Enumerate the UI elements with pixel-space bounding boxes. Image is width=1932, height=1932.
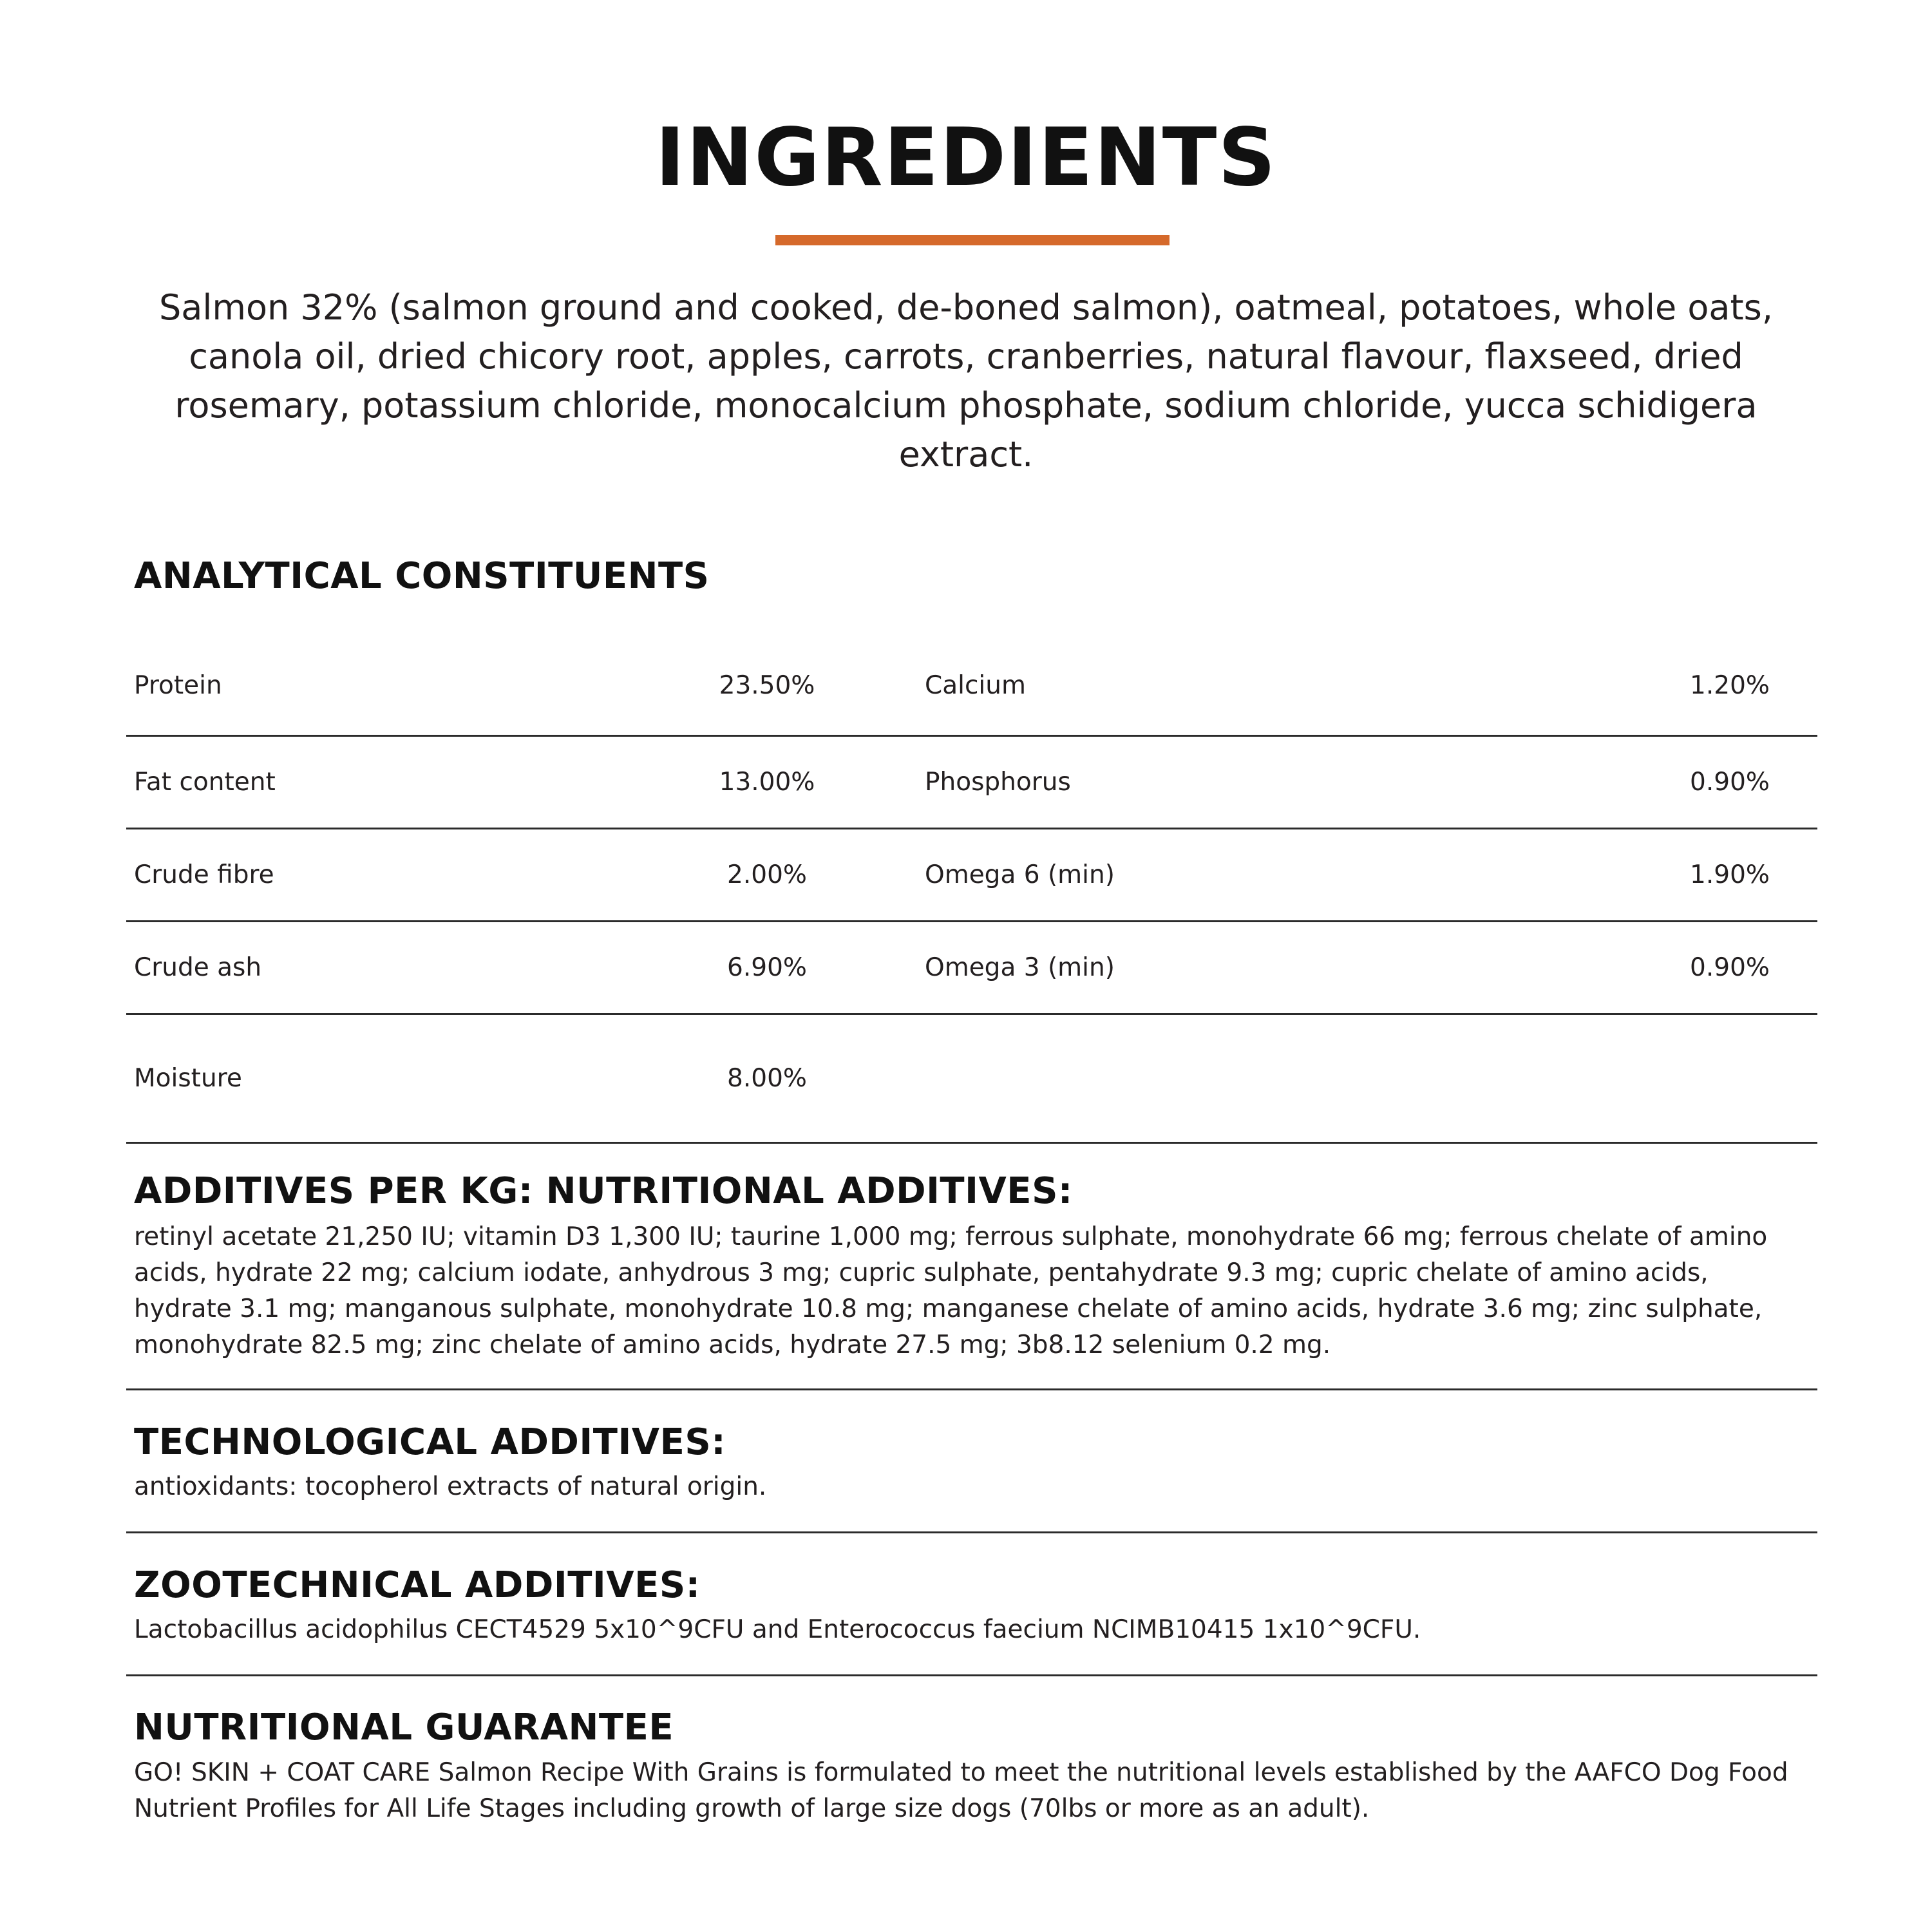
title-accent-rule [775, 235, 1170, 245]
constituent-label: Calcium [925, 671, 1026, 700]
table-row [126, 922, 1817, 1015]
constituent-label: Crude fibre [134, 860, 274, 889]
constituent-value: 13.00% [719, 768, 815, 797]
nutritional-guarantee-text: GO! SKIN + COAT CARE Salmon Recipe With Grains is formulated to meet the nutritional levels established by the AAFCO Dog Food Nutrient Profiles for All Life Stages including growth of large size dogs (70lbs or more as an adult). [134, 1758, 1788, 1823]
table-row [126, 1015, 1817, 1144]
nutritional-guarantee-heading: NUTRITIONAL GUARANTEE [134, 1707, 674, 1748]
constituent-label: Moisture [134, 1064, 242, 1093]
technological-additives-heading: TECHNOLOGICAL ADDITIVES: [134, 1421, 726, 1463]
analytical-constituents-heading: ANALYTICAL CONSTITUENTS [134, 555, 710, 597]
constituent-value: 8.00% [727, 1064, 807, 1093]
section-divider [126, 1674, 1817, 1676]
constituent-value: 0.90% [1690, 953, 1770, 982]
nutritional-additives-text: retinyl acetate 21,250 IU; vitamin D3 1,300 IU; taurine 1,000 mg; ferrous sulphate, monohydrate 66 mg; ferrous chelate of amino acids, hydrate 22 mg; calcium iodate, anhydrous 3 mg; cupric sulphate, pentahydrate 9.3 mg; cupric chelate of amino acids, hydrate 3.1 mg; manganous sulphate, monohydrate 10.8 mg; manganese chelate of amino acids, hydrate 3.6 mg; zinc sulphate, monohydrate 82.5 mg; zinc chelate of amino acids, hydrate 27.5 mg; 3b8.12 selenium 0.2 mg. [134, 1222, 1768, 1359]
constituent-label: Fat content [134, 768, 276, 797]
technological-additives-text: antioxidants: tocopherol extracts of natural origin. [134, 1472, 767, 1501]
constituent-value [1620, 1015, 1839, 1142]
constituent-value: 1.20% [1690, 671, 1770, 700]
ingredients-list: Salmon 32% (salmon ground and cooked, de-boned salmon), oatmeal, potatoes, whole oats, canola oil, dried chicory root, apples, carrots, cranberries, natural flavour, flaxseed, dried rosemary, potassium chloride, monocalcium phosphate, sodium chloride, yucca schidigera extract. [159, 287, 1773, 475]
section-divider [126, 1388, 1817, 1390]
table-row [126, 829, 1817, 922]
constituent-value: 1.90% [1690, 860, 1770, 889]
nutritional-additives-heading: ADDITIVES PER KG: NUTRITIONAL ADDITIVES: [134, 1170, 1073, 1212]
page-title: INGREDIENTS [655, 111, 1277, 204]
constituent-value: 2.00% [727, 860, 807, 889]
constituent-label: Omega 6 (min) [925, 860, 1115, 889]
constituent-label: Crude ash [134, 953, 262, 982]
section-divider [126, 1531, 1817, 1533]
analytical-constituents-table [126, 644, 1817, 1144]
table-row [126, 644, 1817, 737]
zootechnical-additives-heading: ZOOTECHNICAL ADDITIVES: [134, 1564, 701, 1606]
table-row [126, 737, 1817, 829]
constituent-value: 6.90% [727, 953, 807, 982]
zootechnical-additives-text: Lactobacillus acidophilus CECT4529 5x10^9CFU and Enterococcus faecium NCIMB10415 1x10^9CFU. [134, 1615, 1421, 1644]
constituent-label: Phosphorus [925, 768, 1071, 797]
constituent-value: 23.50% [719, 671, 815, 700]
constituent-label: Omega 3 (min) [925, 953, 1115, 982]
constituent-value: 0.90% [1690, 768, 1770, 797]
constituent-label: Protein [134, 671, 222, 700]
